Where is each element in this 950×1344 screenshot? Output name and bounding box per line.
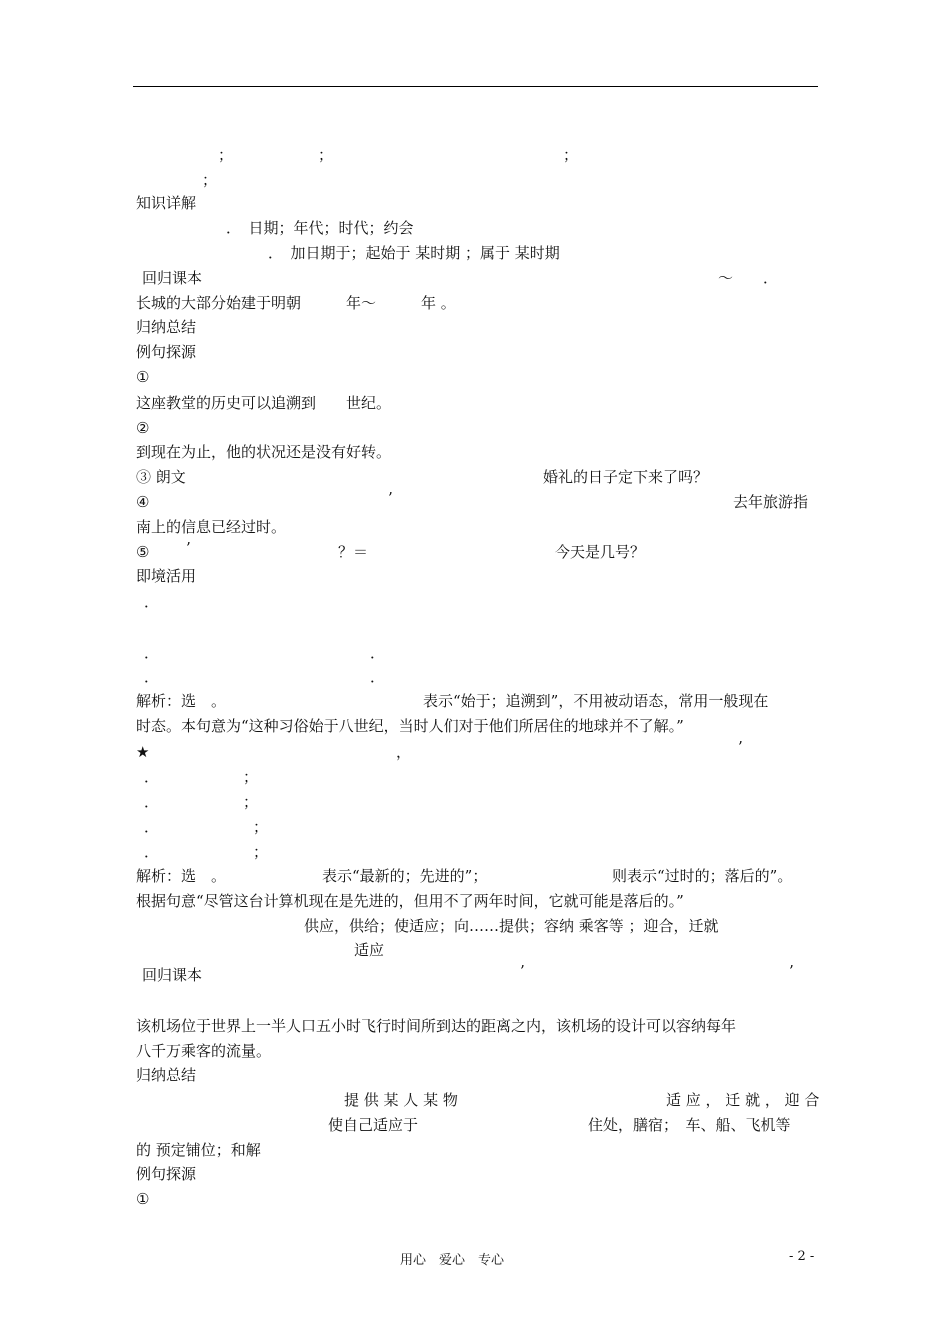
text-line: 根据句意“尽管这台计算机现在是先进的，但用不了两年时间，它就可能是落后的。” (136, 892, 684, 910)
text-line: ； (218, 146, 234, 164)
text-line: 归纳总结 (136, 1066, 197, 1084)
text-line: 八千万乘客的流量。 (136, 1042, 272, 1060)
text-line: ． 加日期于；起始于 某时期 ；属于 某时期 (268, 244, 560, 262)
text-line: ． (370, 668, 386, 686)
text-line: 供应，供给；使适应；向……提供；容纳 乘客等 ；迎合，迁就 (304, 917, 719, 935)
text-line: 去年旅游指 (733, 493, 809, 511)
text-line: ？＝ (338, 543, 369, 561)
text-line: ； (243, 793, 259, 811)
text-line: ③ 朗文 (136, 468, 186, 486)
text-line: ’ (520, 962, 525, 980)
text-line: ． (144, 668, 160, 686)
text-line: 例句探源 (136, 343, 197, 361)
text-line: 回归课本 (142, 966, 203, 984)
text-line: ， (396, 743, 412, 761)
text-line: 这座教堂的历史可以追溯到 世纪。 (136, 394, 392, 412)
text-line: ； (318, 146, 334, 164)
text-line: ’ (388, 489, 393, 507)
text-line: 南上的信息已经过时。 (136, 518, 287, 536)
footer-motto: 用心 爱心 专心 (400, 1253, 505, 1268)
text-line: 即境活用 (136, 567, 197, 585)
text-line: 回归课本 (142, 269, 203, 287)
text-line: 知识详解 (136, 194, 197, 212)
text-line: ． (144, 593, 160, 611)
text-line: 该机场位于世界上一半人口五小时飞行时间所到达的距离之内，该机场的设计可以容纳每年 (136, 1017, 737, 1035)
text-line: 解析：选 。 (136, 692, 227, 710)
text-line: 表示“最新的；先进的”； (322, 867, 488, 885)
text-line: 适应 (354, 941, 385, 959)
text-line: 时态。本句意为“这种习俗始于八世纪，当时人们对于他们所居住的地球并不了解。” (136, 717, 684, 735)
text-line: 表示“始于；追溯到”，不用被动语态，常用一般现在 (423, 692, 769, 710)
text-line: ★ (136, 743, 150, 761)
text-line: ④ (136, 493, 150, 511)
text-line: 住处，膳宿； 车、船、飞机等 (588, 1116, 791, 1134)
text-line: ； (253, 843, 269, 861)
text-line: ； (243, 768, 259, 786)
text-line: 例句探源 (136, 1165, 197, 1183)
text-line: ① (136, 1190, 150, 1208)
text-line: ～ ． (718, 269, 779, 287)
text-line: ① (136, 368, 150, 386)
text-line: ． (370, 644, 386, 662)
text-line: 解析：选 。 (136, 867, 227, 885)
text-line: ； (563, 146, 579, 164)
text-line: 使自己适应于 (328, 1116, 419, 1134)
text-line: 则表示“过时的；落后的”。 (612, 867, 793, 885)
text-line: ． (144, 768, 160, 786)
text-line: ． (144, 843, 160, 861)
text-line: 婚礼的日子定下来了吗？ (543, 468, 709, 486)
header-rule (133, 86, 818, 87)
text-line: ． (144, 644, 160, 662)
text-line: ． 日期；年代；时代；约会 (226, 219, 414, 237)
text-line: ． (144, 793, 160, 811)
text-line: 长城的大部分始建于明朝 年～ 年 。 (136, 294, 456, 312)
text-line: 今天是几号？ (555, 543, 646, 561)
text-line: 的 预定铺位；和解 (136, 1141, 261, 1159)
text-line: ’ (789, 962, 794, 980)
text-line: ． (144, 818, 160, 836)
text-line: ⑤ (136, 543, 150, 561)
text-line: ② (136, 419, 150, 437)
text-line: ； (202, 171, 218, 189)
text-line: ’ (186, 539, 191, 557)
text-line: 适 应 ， 迁 就 ， 迎 合 (666, 1091, 820, 1109)
text-line: ’ (738, 738, 743, 756)
page-number: - 2 - (789, 1249, 815, 1264)
text-line: 提 供 某 人 某 物 (344, 1091, 458, 1109)
text-line: 归纳总结 (136, 318, 197, 336)
text-line: 到现在为止，他的状况还是没有好转。 (136, 443, 392, 461)
text-line: ； (253, 818, 269, 836)
